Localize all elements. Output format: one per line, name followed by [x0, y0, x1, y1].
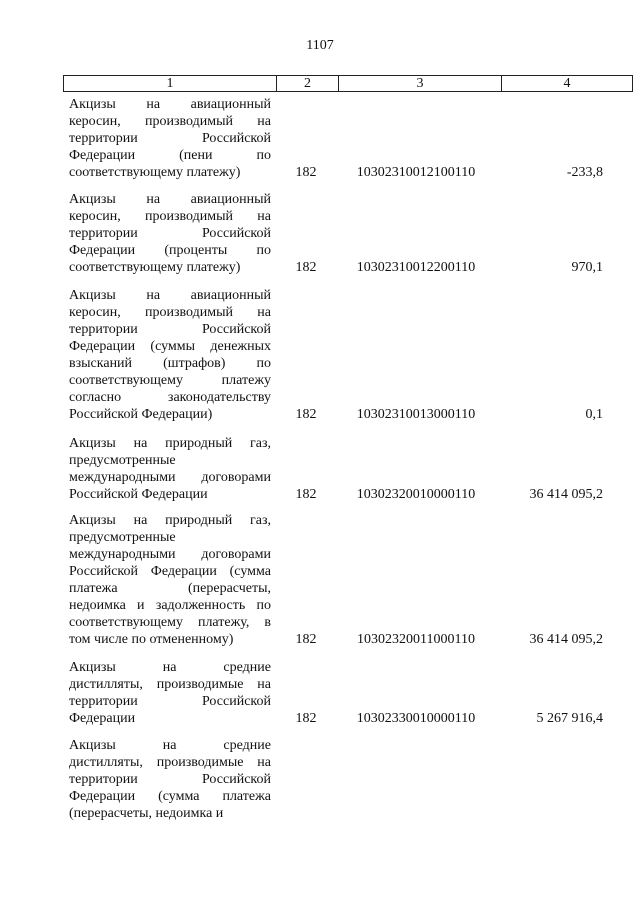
amount: 36 414 095,2: [529, 632, 603, 647]
description-line: территории Российской: [69, 772, 271, 787]
admin-code: 182: [295, 632, 317, 647]
header-col-4: 4: [563, 76, 571, 91]
description-line: Акцизы на авиационный: [69, 97, 271, 112]
admin-code: 182: [295, 711, 317, 726]
row-description: [69, 659, 271, 727]
description-line: Акцизы на средние: [69, 660, 271, 675]
description-line: дистилляты, производимые на: [69, 755, 271, 770]
admin-code: 182: [295, 260, 317, 275]
row-description: [69, 512, 271, 648]
description-line: Акцизы на авиационный: [69, 192, 271, 207]
description-line: международными договорами: [69, 547, 271, 562]
description-line: Федерации (суммы денежных: [69, 339, 271, 354]
description-line: Федерации: [69, 711, 136, 726]
row-description: [69, 191, 271, 276]
budget-classification-code: 10302330010000110: [356, 711, 476, 726]
amount: -233,8: [566, 165, 603, 180]
budget-classification-code: 10302310012100110: [356, 165, 476, 180]
budget-classification-code: 10302320010000110: [356, 487, 476, 502]
budget-classification-code: 10302310012200110: [356, 260, 476, 275]
description-line: Акцизы на природный газ,: [69, 436, 271, 451]
description-line: территории Российской: [69, 694, 271, 709]
budget-classification-code: 10302320011000110: [357, 632, 475, 647]
row-description: [69, 96, 271, 181]
budget-classification-code: 10302310013000110: [356, 407, 476, 422]
description-line: Акцизы на природный газ,: [69, 513, 271, 528]
description-line: взысканий (штрафов) по: [69, 356, 271, 371]
description-line: международными договорами: [69, 470, 271, 485]
description-line: керосин, производимый на: [69, 114, 271, 129]
description-line: соответствующему платежу): [69, 165, 241, 180]
description-line: Федерации (сумма платежа: [69, 789, 271, 804]
description-line: Акцизы на авиационный: [69, 288, 271, 303]
header-col-3: 3: [339, 76, 502, 91]
row-description: [69, 287, 271, 423]
description-line: Акцизы на средние: [69, 738, 271, 753]
description-line: платежа (перерасчеты,: [69, 581, 271, 596]
description-line: Российской Федерации: [69, 487, 208, 502]
description-line: Федерации (пени по: [69, 148, 271, 163]
description-line: предусмотренные: [69, 453, 176, 468]
amount: 36 414 095,2: [529, 487, 603, 502]
description-line: территории Российской: [69, 322, 271, 337]
description-line: Российской Федерации (сумма: [69, 564, 271, 579]
row-description: [69, 435, 271, 503]
header-col-2: 2: [277, 76, 339, 91]
description-line: керосин, производимый на: [69, 305, 271, 320]
amount: 0,1: [585, 407, 603, 422]
admin-code: 182: [295, 165, 317, 180]
admin-code: 182: [295, 487, 317, 502]
description-line: территории Российской: [69, 131, 271, 146]
header-col-1: 1: [64, 76, 277, 91]
description-line: недоимка и задолженность по: [69, 598, 271, 613]
description-line: керосин, производимый на: [69, 209, 271, 224]
description-line: предусмотренные: [69, 530, 176, 545]
description-line: территории Российской: [69, 226, 271, 241]
description-line: согласно законодательству: [69, 390, 271, 405]
amount: 5 267 916,4: [536, 711, 603, 726]
admin-code: 182: [295, 407, 317, 422]
amount: 970,1: [571, 260, 603, 275]
row-description: [69, 737, 271, 822]
description-line: соответствующему платежу: [69, 373, 271, 388]
description-line: Федерации (проценты по: [69, 243, 271, 258]
description-line: Российской Федерации): [69, 407, 213, 422]
page-number: 1107: [306, 38, 334, 53]
description-line: том числе по отмененному): [69, 632, 234, 647]
description-line: соответствующему платежу, в: [69, 615, 271, 630]
description-line: соответствующему платежу): [69, 260, 241, 275]
table-header: [63, 75, 633, 92]
description-line: (перерасчеты, недоимка и: [69, 806, 224, 821]
description-line: дистилляты, производимые на: [69, 677, 271, 692]
